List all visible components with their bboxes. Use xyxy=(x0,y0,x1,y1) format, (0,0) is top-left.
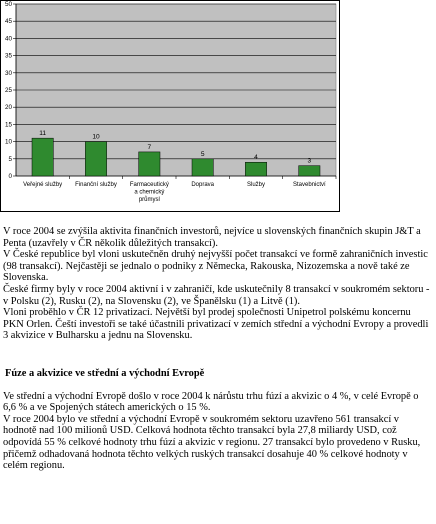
paragraph-czech-firms-abroad: České firmy byly v roce 2004 aktivní i v zahraničí, kde uskutečnily 8 transakcí v soukromém sektoru - v Polsku (2), Rusku (2), na Slovensku (2), ve Španělsku (1) a Litvě (1). xyxy=(3,283,430,307)
article-body xyxy=(3,226,433,472)
bar xyxy=(245,162,266,176)
paragraph-foreign-investments: V České republice byl vloni uskutečněn druhý nejvyšší počet transakcí ve formě zahraničních investic (98 transakcí). Nejčastěji se jednalo o podniky z Německa, Rakouska, Nizozemska a nově také ze Slovenska. xyxy=(3,249,428,284)
data-label: 3 xyxy=(307,157,312,165)
bar xyxy=(85,142,106,176)
y-tick-label: 20 xyxy=(4,104,12,112)
category-label: Finanční služby xyxy=(75,182,117,188)
y-tick-label: 0 xyxy=(8,173,12,180)
y-tick-label: 50 xyxy=(4,1,12,8)
bar xyxy=(192,159,213,176)
bar xyxy=(32,138,53,176)
category-label: Doprava xyxy=(191,182,215,188)
y-tick-label: 5 xyxy=(8,155,12,163)
category-label: a chemický xyxy=(134,189,165,196)
y-tick-label: 30 xyxy=(4,69,12,77)
section-heading: Fúze a akvizice ve střední a východní Evropě xyxy=(5,367,205,379)
data-label: 5 xyxy=(200,150,205,158)
data-label: 7 xyxy=(147,143,152,151)
paragraph-market-growth: Ve střední a východní Evropě došlo v roce 2004 k nárůstu trhu fúzí a akvizic o 4 %, v celé Evropě o 6,6 % a ve Spojených státech amerických o 15 %. xyxy=(3,390,419,414)
category-label: Veřejné služby xyxy=(23,182,63,188)
bar xyxy=(299,166,320,176)
y-tick-label: 40 xyxy=(4,35,12,43)
bar xyxy=(139,152,160,176)
bar-chart-svg xyxy=(0,0,340,212)
paragraph-financial-investors: V roce 2004 se zvýšila aktivita finančních investorů, nejvíce u slovenských finančních skupin J&T a Penta (uzavřely v ČR několik důležitých transakcí). xyxy=(3,226,421,249)
y-tick-label: 15 xyxy=(4,121,12,129)
paragraph-transactions-region: V roce 2004 bylo ve střední a východní Evropě v soukromém sektoru uzavřeno 561 transakcí v hodnotě nad 100 milionů USD. Celková hodnota těchto transakcí byla 27,8 miliardy USD, což odpovídá 55 % celkové hodnoty trhu fúzí a akvizic v regionu. 27 transakcí bylo provedeno v Rusku, přičemž odhadovaná hodnota těchto velkých ruských transakcí dosahuje 40 % celkové hodnoty v celém regionu. xyxy=(3,413,421,472)
data-label: 10 xyxy=(92,133,100,141)
y-tick-label: 45 xyxy=(4,18,12,26)
data-label: 4 xyxy=(254,154,258,162)
y-tick-label: 25 xyxy=(4,87,12,94)
category-label: Stavebnictví xyxy=(292,182,326,188)
y-tick-label: 10 xyxy=(4,138,12,146)
bar-chart xyxy=(0,0,340,212)
data-label: 11 xyxy=(39,130,47,138)
category-label: průmysl xyxy=(138,197,160,203)
category-label: Farmaceutický xyxy=(129,182,169,188)
y-tick-label: 35 xyxy=(4,52,12,60)
paragraph-privatizations: Vloni proběhlo v ČR 12 privatizací. Největší byl prodej společnosti Unipetrol polskému koncernu PKN Orlen. Čeští investoři se také účastnili privatizací v zemích střední a východní Evropy a provedli 3 akvizice v Bulharsku a jednu na Slovensku. xyxy=(3,307,429,342)
category-label: Služby xyxy=(246,182,266,188)
